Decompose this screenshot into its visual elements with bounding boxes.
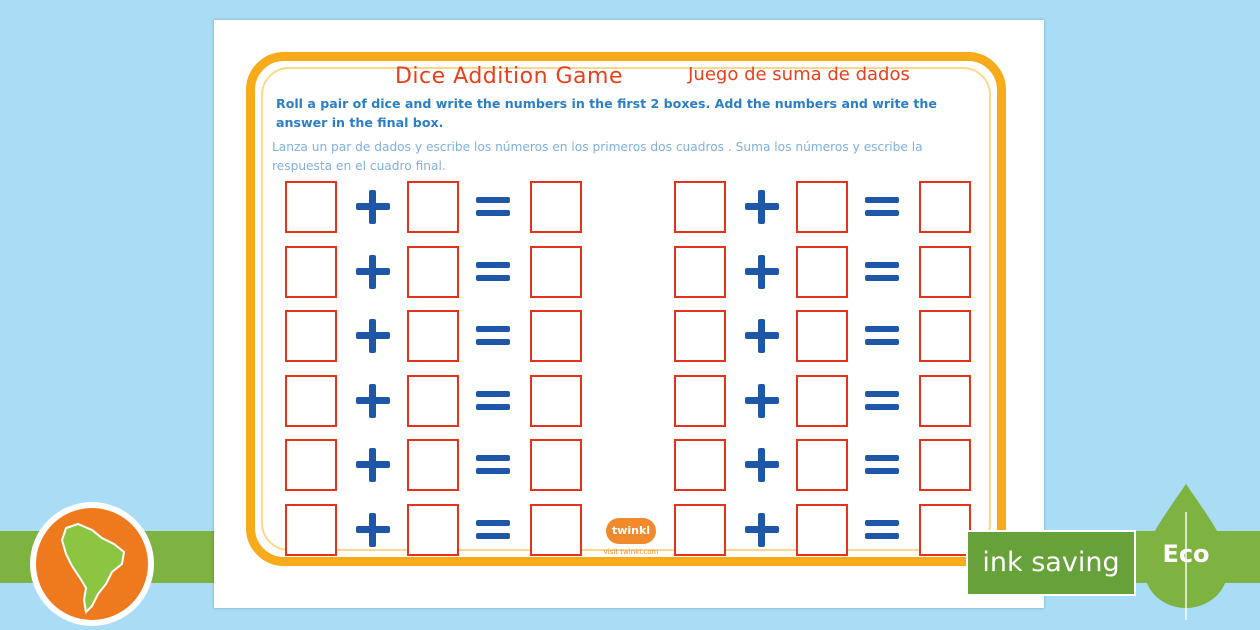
addend-box-1 (674, 439, 726, 491)
addend-box-1 (285, 310, 337, 362)
twinkl-url: visit twinkl.com (603, 548, 659, 556)
addend-box-1 (285, 504, 337, 556)
title-english: Dice Addition Game (394, 64, 623, 89)
equals-icon (476, 448, 510, 482)
answer-box (919, 310, 971, 362)
ink-saving-badge (966, 530, 1136, 596)
answer-box (530, 246, 582, 298)
addend-box-1 (674, 504, 726, 556)
addend-box-2 (407, 246, 459, 298)
answer-box (919, 246, 971, 298)
answer-box (530, 310, 582, 362)
plus-icon (356, 319, 390, 353)
addend-box-2 (407, 504, 459, 556)
addend-box-1 (285, 439, 337, 491)
plus-icon (356, 513, 390, 547)
addend-box-2 (796, 439, 848, 491)
plus-icon (745, 255, 779, 289)
addend-box-1 (285, 246, 337, 298)
equals-icon (476, 319, 510, 353)
addend-box-1 (285, 181, 337, 233)
equals-icon (865, 255, 899, 289)
south-america-map-icon (30, 502, 154, 626)
answer-box (919, 375, 971, 427)
equals-icon (865, 319, 899, 353)
equals-icon (476, 513, 510, 547)
addend-box-2 (407, 310, 459, 362)
title-spanish: Juego de suma de dados (688, 64, 910, 85)
plus-icon (745, 384, 779, 418)
addend-box-2 (796, 246, 848, 298)
twinkl-logo: twinkl (606, 518, 656, 544)
instructions-english: Roll a pair of dice and write the numbers in the first 2 boxes. Add the numbers and write the answer in the final box. (276, 96, 937, 130)
addend-box-2 (796, 181, 848, 233)
addend-box-2 (407, 181, 459, 233)
answer-box (919, 439, 971, 491)
addend-box-2 (796, 504, 848, 556)
plus-icon (356, 190, 390, 224)
plus-icon (745, 319, 779, 353)
answer-box (530, 375, 582, 427)
answer-box (919, 504, 971, 556)
instructions-spanish: Lanza un par de dados y escribe los números en los primeros dos cuadros . Suma los números y escribe la respuesta en el cuadro final. (272, 140, 923, 173)
addend-box-1 (674, 181, 726, 233)
answer-box (919, 181, 971, 233)
plus-icon (356, 384, 390, 418)
plus-icon (745, 513, 779, 547)
equals-icon (865, 384, 899, 418)
equals-icon (865, 513, 899, 547)
equals-icon (476, 384, 510, 418)
answer-box (530, 181, 582, 233)
answer-box (530, 439, 582, 491)
plus-icon (356, 255, 390, 289)
addend-box-2 (796, 310, 848, 362)
eco-leaf-text: Eco (1162, 540, 1210, 568)
map-shape (36, 508, 148, 620)
equals-icon (476, 190, 510, 224)
addend-box-1 (674, 310, 726, 362)
answer-box (530, 504, 582, 556)
plus-icon (356, 448, 390, 482)
worksheet-page (214, 20, 1044, 608)
plus-icon (745, 190, 779, 224)
addend-box-2 (407, 439, 459, 491)
addend-box-1 (674, 246, 726, 298)
addend-box-1 (285, 375, 337, 427)
addend-box-1 (674, 375, 726, 427)
addend-box-2 (796, 375, 848, 427)
equals-icon (476, 255, 510, 289)
equals-icon (865, 448, 899, 482)
plus-icon (745, 448, 779, 482)
equals-icon (865, 190, 899, 224)
addend-box-2 (407, 375, 459, 427)
ink-saving-label: ink saving (982, 547, 1120, 578)
